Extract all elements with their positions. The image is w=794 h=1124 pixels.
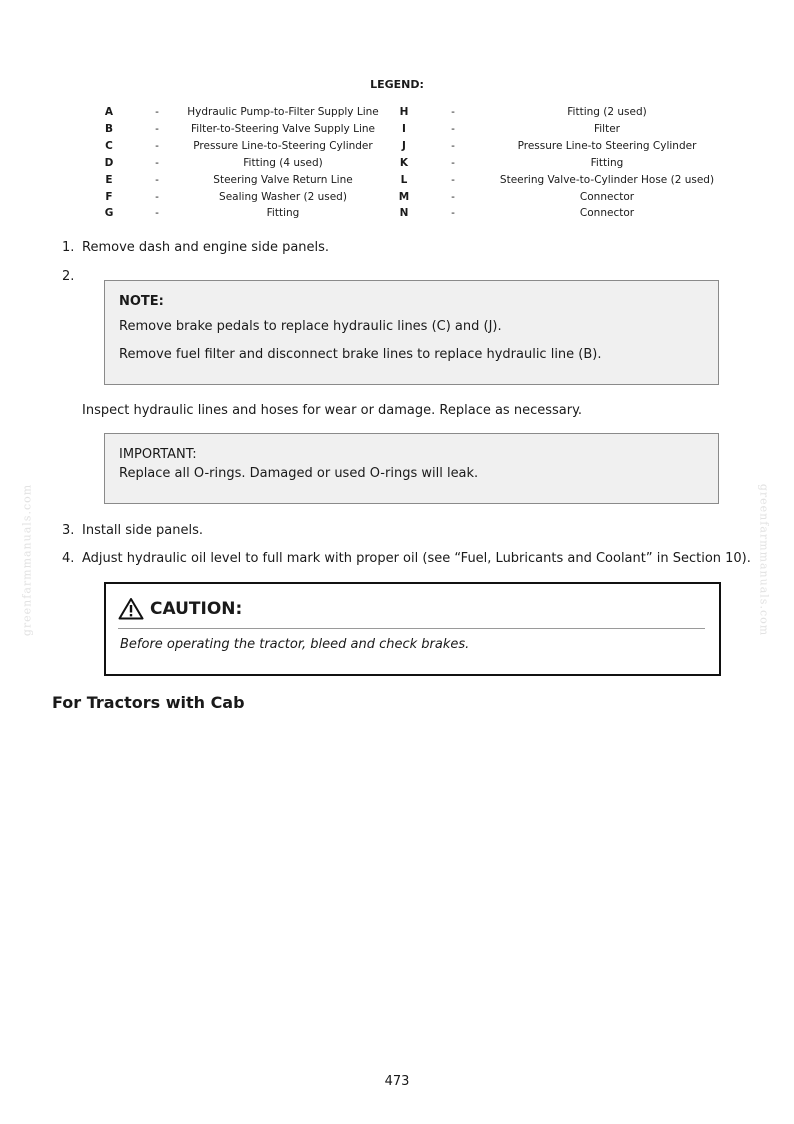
step-4 bbox=[62, 550, 751, 568]
legend-key: F bbox=[105, 190, 113, 203]
legend-key: C bbox=[105, 139, 113, 152]
important-text: Replace all O-rings. Damaged or used O-rings will leak. bbox=[119, 466, 479, 481]
page-number: 473 bbox=[384, 1074, 410, 1089]
legend-description: Filter bbox=[593, 122, 620, 135]
caution-box bbox=[104, 582, 721, 676]
step-number: 3. bbox=[62, 523, 75, 538]
legend-dash: - bbox=[155, 207, 159, 220]
legend-row bbox=[90, 155, 736, 172]
caution-text: Before operating the tractor, bleed and check brakes. bbox=[120, 637, 470, 652]
note-box bbox=[104, 280, 719, 385]
legend-table bbox=[90, 104, 736, 222]
legend-description: Steering Valve-to-Cylinder Hose (2 used) bbox=[499, 173, 715, 186]
legend-description: Steering Valve Return Line bbox=[213, 173, 353, 186]
legend-title: LEGEND: bbox=[370, 78, 424, 91]
legend-description: Connector bbox=[579, 190, 635, 203]
legend-dash: - bbox=[155, 173, 159, 186]
legend-row bbox=[90, 121, 736, 138]
legend-dash: - bbox=[155, 139, 159, 152]
legend-description: Sealing Washer (2 used) bbox=[219, 190, 347, 203]
legend-key: E bbox=[105, 173, 113, 186]
legend-key: J bbox=[402, 139, 406, 152]
section-heading: For Tractors with Cab bbox=[52, 693, 245, 712]
step-number: 2. bbox=[62, 269, 75, 284]
caution-divider bbox=[118, 628, 705, 629]
legend-key: L bbox=[400, 173, 408, 186]
step-3 bbox=[62, 522, 203, 540]
watermark-left: greenfarmmanuals.com bbox=[20, 483, 34, 637]
note-line-1: Remove brake pedals to replace hydraulic lines (C) and (J). bbox=[119, 319, 502, 334]
legend-dash: - bbox=[155, 122, 159, 135]
caution-label: CAUTION: bbox=[150, 598, 243, 619]
legend-dash: - bbox=[155, 190, 159, 203]
legend-description: Hydraulic Pump-to-Filter Supply Line bbox=[187, 106, 379, 118]
note-line-2: Remove fuel filter and disconnect brake lines to replace hydraulic line (B). bbox=[119, 347, 602, 362]
legend-key: N bbox=[399, 207, 409, 220]
step-text: Adjust hydraulic oil level to full mark with proper oil (see “Fuel, Lubricants and Coolant” in Section 10). bbox=[82, 551, 751, 566]
step-number: 1. bbox=[62, 240, 75, 255]
legend-key: A bbox=[104, 106, 114, 118]
legend-key: G bbox=[104, 207, 114, 220]
legend-dash: - bbox=[451, 106, 455, 118]
legend-description: Fitting (4 used) bbox=[243, 156, 323, 169]
warning-triangle-icon bbox=[118, 597, 144, 620]
watermark-right: greenfarmmanuals.com bbox=[757, 483, 771, 637]
legend-key: I bbox=[402, 122, 406, 135]
legend-key: K bbox=[399, 156, 409, 169]
legend-key: B bbox=[104, 122, 113, 135]
step-2 bbox=[62, 268, 82, 286]
legend-key: H bbox=[399, 106, 409, 118]
important-box bbox=[104, 433, 719, 504]
legend-row bbox=[90, 138, 736, 155]
legend-description: Fitting bbox=[590, 156, 624, 169]
legend-key: D bbox=[104, 156, 114, 169]
step-1 bbox=[62, 239, 329, 257]
legend-row bbox=[90, 104, 736, 121]
legend-description: Connector bbox=[579, 207, 635, 220]
step-number: 4. bbox=[62, 551, 75, 566]
step-2-text: Inspect hydraulic lines and hoses for wear or damage. Replace as necessary. bbox=[82, 403, 583, 418]
legend-description: Pressure Line-to-Steering Cylinder bbox=[193, 139, 373, 152]
legend-dash: - bbox=[451, 122, 455, 135]
legend-row bbox=[90, 189, 736, 206]
legend-dash: - bbox=[155, 106, 159, 118]
step-text: Remove dash and engine side panels. bbox=[82, 240, 330, 255]
legend-dash: - bbox=[451, 190, 455, 203]
legend-dash: - bbox=[155, 156, 159, 169]
caution-header bbox=[118, 597, 242, 620]
legend-key: M bbox=[398, 190, 410, 203]
legend-description: Fitting (2 used) bbox=[567, 106, 647, 118]
legend-description: Pressure Line-to Steering Cylinder bbox=[517, 139, 697, 152]
legend-description: Fitting bbox=[266, 207, 300, 220]
note-label: NOTE: bbox=[119, 294, 164, 309]
legend-description: Filter-to-Steering Valve Supply Line bbox=[191, 122, 375, 135]
step-text: Install side panels. bbox=[82, 523, 204, 538]
important-label: IMPORTANT: bbox=[119, 447, 197, 462]
legend-dash: - bbox=[451, 156, 455, 169]
legend-dash: - bbox=[451, 173, 455, 186]
legend-row bbox=[90, 172, 736, 189]
legend-dash: - bbox=[451, 139, 455, 152]
legend-row bbox=[90, 205, 736, 222]
legend-dash: - bbox=[451, 207, 455, 220]
